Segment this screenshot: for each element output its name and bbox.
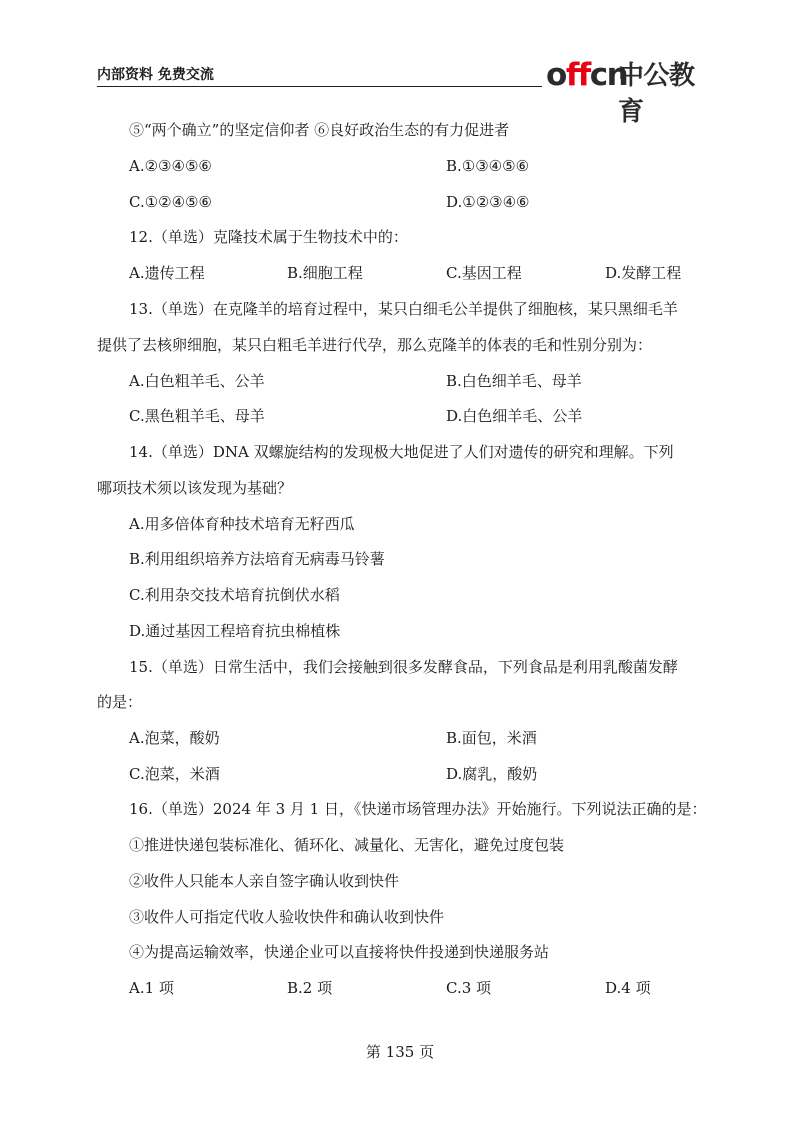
question-14-stem-cont: 哪项技术须以该发现为基础？: [97, 479, 293, 497]
q13-option-d: D.白色细羊毛、公羊: [446, 407, 583, 425]
question-13-stem-cont: 提供了去核卵细胞，某只白粗毛羊进行代孕，那么克隆羊的体表的毛和性别分别为：: [97, 336, 653, 354]
question-13: [0, 299, 800, 319]
q11-option-c: C.①②④⑤⑥: [129, 193, 212, 211]
question-16-stem: 16.（单选）2024 年 3 月 1 日，《快递市场管理办法》开始施行。下列说法正确的是：: [129, 800, 707, 818]
logo-wordmark: offcn: [546, 57, 628, 93]
statement-line: [0, 942, 800, 962]
option-line: [0, 263, 800, 283]
question-14-stem: 14.（单选）DNA 双螺旋结构的发现极大地促进了人们对遗传的研究和理解。下列: [129, 443, 674, 461]
statement-line: [0, 907, 800, 927]
q16-option-c: C.3 项: [446, 979, 492, 997]
question-13-stem: 13.（单选）在克隆羊的培育过程中，某只白细毛公羊提供了细胞核，某只黑细毛羊: [129, 300, 678, 318]
question-15-cont: [0, 692, 800, 712]
q14-option-b: B.利用组织培养方法培育无病毒马铃薯: [129, 550, 385, 568]
statement-line: [0, 835, 800, 855]
q15-option-c: C.泡菜，米酒: [129, 765, 220, 783]
question-15-stem: 15.（单选）日常生活中，我们会接触到很多发酵食品，下列食品是利用乳酸菌发酵: [129, 658, 678, 676]
q12-option-d: D.发酵工程: [605, 264, 682, 282]
q16-statement-3: ③收件人可指定代收人验收快件和确认收到快件: [129, 908, 445, 926]
statement-5-6: ⑤“两个确立”的坚定信仰者 ⑥良好政治生态的有力促进者: [129, 121, 510, 139]
q12-option-c: C.基因工程: [446, 264, 522, 282]
q16-option-d: D.4 项: [605, 979, 651, 997]
option-line: [0, 978, 800, 998]
option-line: [0, 371, 800, 391]
option-line: [0, 120, 800, 140]
q13-option-b: B.白色细羊毛、母羊: [446, 372, 582, 390]
option-line: [0, 728, 800, 748]
option-line: [0, 156, 800, 176]
q15-option-d: D.腐乳，酸奶: [446, 765, 538, 783]
question-15: [0, 657, 800, 677]
option-line: [0, 621, 800, 641]
q11-option-b: B.①③④⑤⑥: [446, 157, 530, 175]
q16-option-a: A.1 项: [129, 979, 174, 997]
q16-statement-4: ④为提高运输效率，快递企业可以直接将快件投递到快递服务站: [129, 943, 550, 961]
option-line: [0, 585, 800, 605]
q14-option-d: D.通过基因工程培育抗虫棉植株: [129, 622, 341, 640]
question-15-stem-cont: 的是：: [97, 693, 143, 711]
offcn-logo: [546, 57, 706, 127]
q12-option-b: B.细胞工程: [287, 264, 363, 282]
q11-option-a: A.②③④⑤⑥: [129, 157, 212, 175]
q14-option-c: C.利用杂交技术培育抗倒伏水稻: [129, 586, 340, 604]
page-number: 第 135 页: [365, 1043, 435, 1061]
q14-option-a: A.用多倍体育种技术培育无籽西瓜: [129, 515, 355, 533]
q15-option-a: A.泡菜，酸奶: [129, 729, 220, 747]
header-divider: [97, 86, 542, 87]
option-line: [0, 514, 800, 534]
header-label: 内部资料 免费交流: [97, 67, 214, 83]
statement-line: [0, 871, 800, 891]
option-line: [0, 549, 800, 569]
q16-statement-2: ②收件人只能本人亲自签字确认收到快件: [129, 872, 400, 890]
q13-option-a: A.白色粗羊毛、公羊: [129, 372, 265, 390]
q13-option-c: C.黑色粗羊毛、母羊: [129, 407, 265, 425]
option-line: [0, 406, 800, 426]
option-line: [0, 764, 800, 784]
question-13-cont: [0, 335, 800, 355]
q15-option-b: B.面包，米酒: [446, 729, 537, 747]
question-12-stem: 12.（单选）克隆技术属于生物技术中的：: [129, 228, 408, 246]
question-14-cont: [0, 478, 800, 498]
q11-option-d: D.①②③④⑥: [446, 193, 530, 211]
question-14: [0, 442, 800, 462]
q12-option-a: A.遗传工程: [129, 264, 205, 282]
question-12: [0, 227, 800, 247]
q16-statement-1: ①推进快递包装标准化、循环化、减量化、无害化，避免过度包装: [129, 836, 565, 854]
question-16: [0, 799, 800, 819]
logo-chinese: 中公教育: [618, 61, 695, 127]
option-line: [0, 192, 800, 212]
q16-option-b: B.2 项: [287, 979, 333, 997]
